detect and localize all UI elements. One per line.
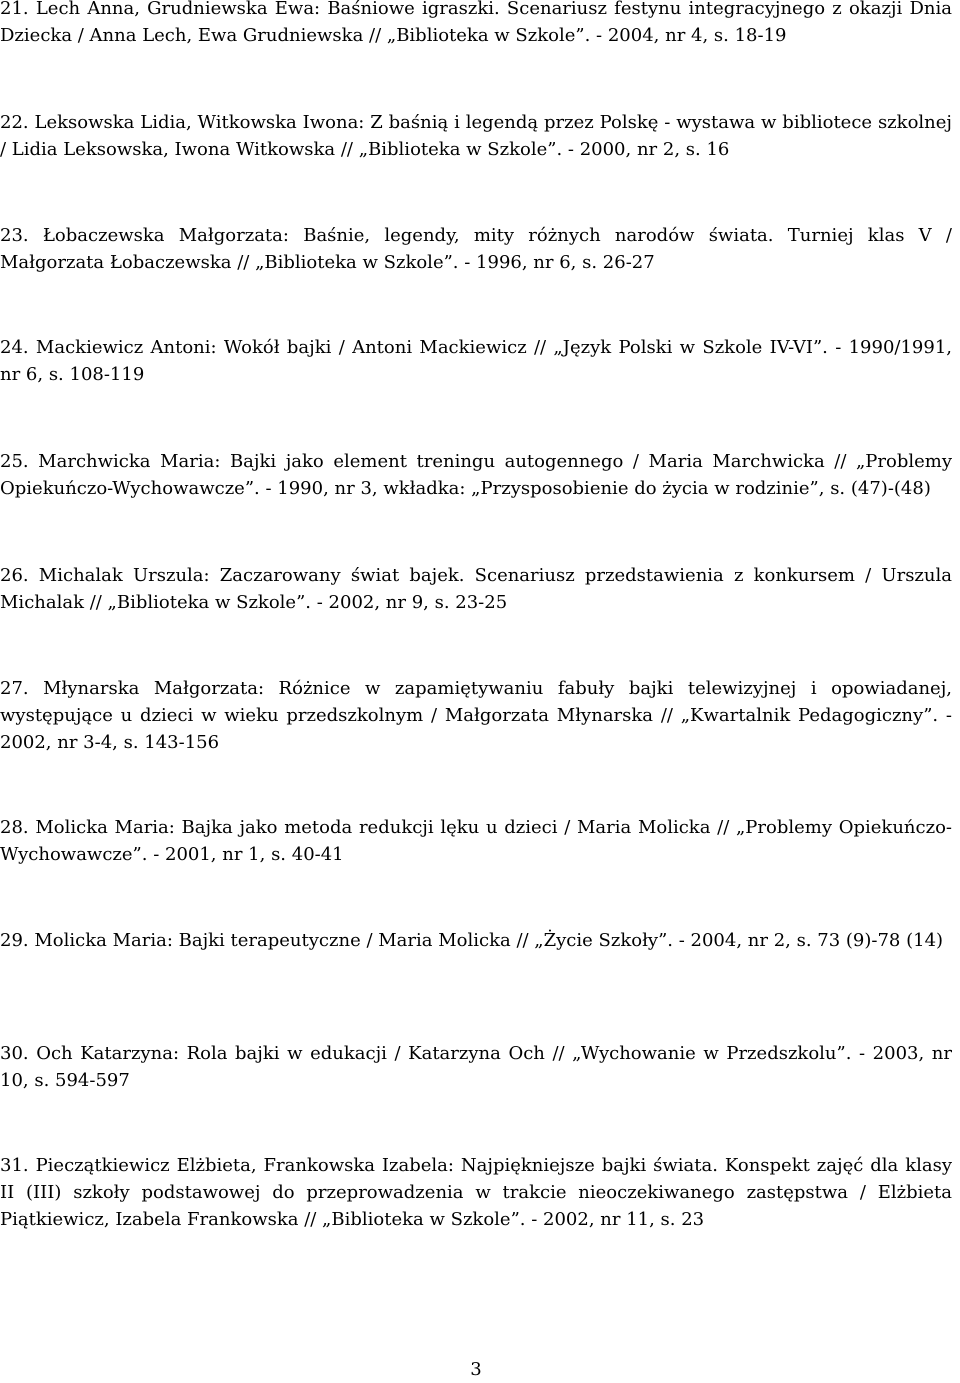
bibliography-entry-31: 31. Pieczątkiewicz Elżbieta, Frankowska Izabela: Najpiękniejsze bajki świata. Konspekt zajęć dla klasy II (III) szkoły podstawowej do przeprowadzenia w trakcie nieoczekiwanego zastępstwa / Elżbieta Piątkiewicz, Izabela Frankowska // „Biblioteka w Szkole”. - 2002, nr 11, s. 23 xyxy=(0,1155,952,1230)
bibliography-entry-23: 23. Łobaczewska Małgorzata: Baśnie, legendy, mity różnych narodów świata. Turniej klas V / Małgorzata Łobaczewska // „Biblioteka w Szkole”. - 1996, nr 6, s. 26-27 xyxy=(0,225,952,273)
page-number: 3 xyxy=(470,1359,482,1380)
bibliography-entry-22: 22. Leksowska Lidia, Witkowska Iwona: Z baśnią i legendą przez Polskę - wystawa w bibliotece szkolnej / Lidia Leksowska, Iwona Witkowska // „Biblioteka w Szkole”. - 2000, nr 2, s. 16 xyxy=(0,112,952,160)
bibliography-entry-29: 29. Molicka Maria: Bajki terapeutyczne / Maria Molicka // „Życie Szkoły”. - 2004, nr 2, s. 73 (9)-78 (14) xyxy=(0,930,944,951)
bibliography-entry-25: 25. Marchwicka Maria: Bajki jako element treningu autogennego / Maria Marchwicka // „Problemy Opiekuńczo-Wychowawcze”. - 1990, nr 3, wkładka: „Przysposobienie do życia w rodzinie”, s. (47)-(48) xyxy=(0,451,952,499)
bibliography-entry-28: 28. Molicka Maria: Bajka jako metoda redukcji lęku u dzieci / Maria Molicka // „Problemy Opiekuńczo-Wychowawcze”. - 2001, nr 1, s. 40-41 xyxy=(0,817,952,865)
bibliography-entry-26: 26. Michalak Urszula: Zaczarowany świat bajek. Scenariusz przedstawienia z konkursem / Urszula Michalak // „Biblioteka w Szkole”. - 2002, nr 9, s. 23-25 xyxy=(0,565,952,613)
bibliography-entry-27: 27. Młynarska Małgorzata: Różnice w zapamiętywaniu fabuły bajki telewizyjnej i opowiadanej, występujące u dzieci w wieku przedszkolnym / Małgorzata Młynarska // „Kwartalnik Pedagogiczny”. - 2002, nr 3-4, s. 143-156 xyxy=(0,678,952,753)
bibliography-entry-21: 21. Lech Anna, Grudniewska Ewa: Baśniowe igraszki. Scenariusz festynu integracyjnego z okazji Dnia Dziecka / Anna Lech, Ewa Grudniewska // „Biblioteka w Szkole”. - 2004, nr 4, s. 18-19 xyxy=(0,0,952,46)
bibliography-entry-24: 24. Mackiewicz Antoni: Wokół bajki / Antoni Mackiewicz // „Język Polski w Szkole IV-VI”. - 1990/1991, nr 6, s. 108-119 xyxy=(0,337,952,385)
bibliography-entry-30: 30. Och Katarzyna: Rola bajki w edukacji / Katarzyna Och // „Wychowanie w Przedszkolu”. - 2003, nr 10, s. 594-597 xyxy=(0,1043,952,1091)
